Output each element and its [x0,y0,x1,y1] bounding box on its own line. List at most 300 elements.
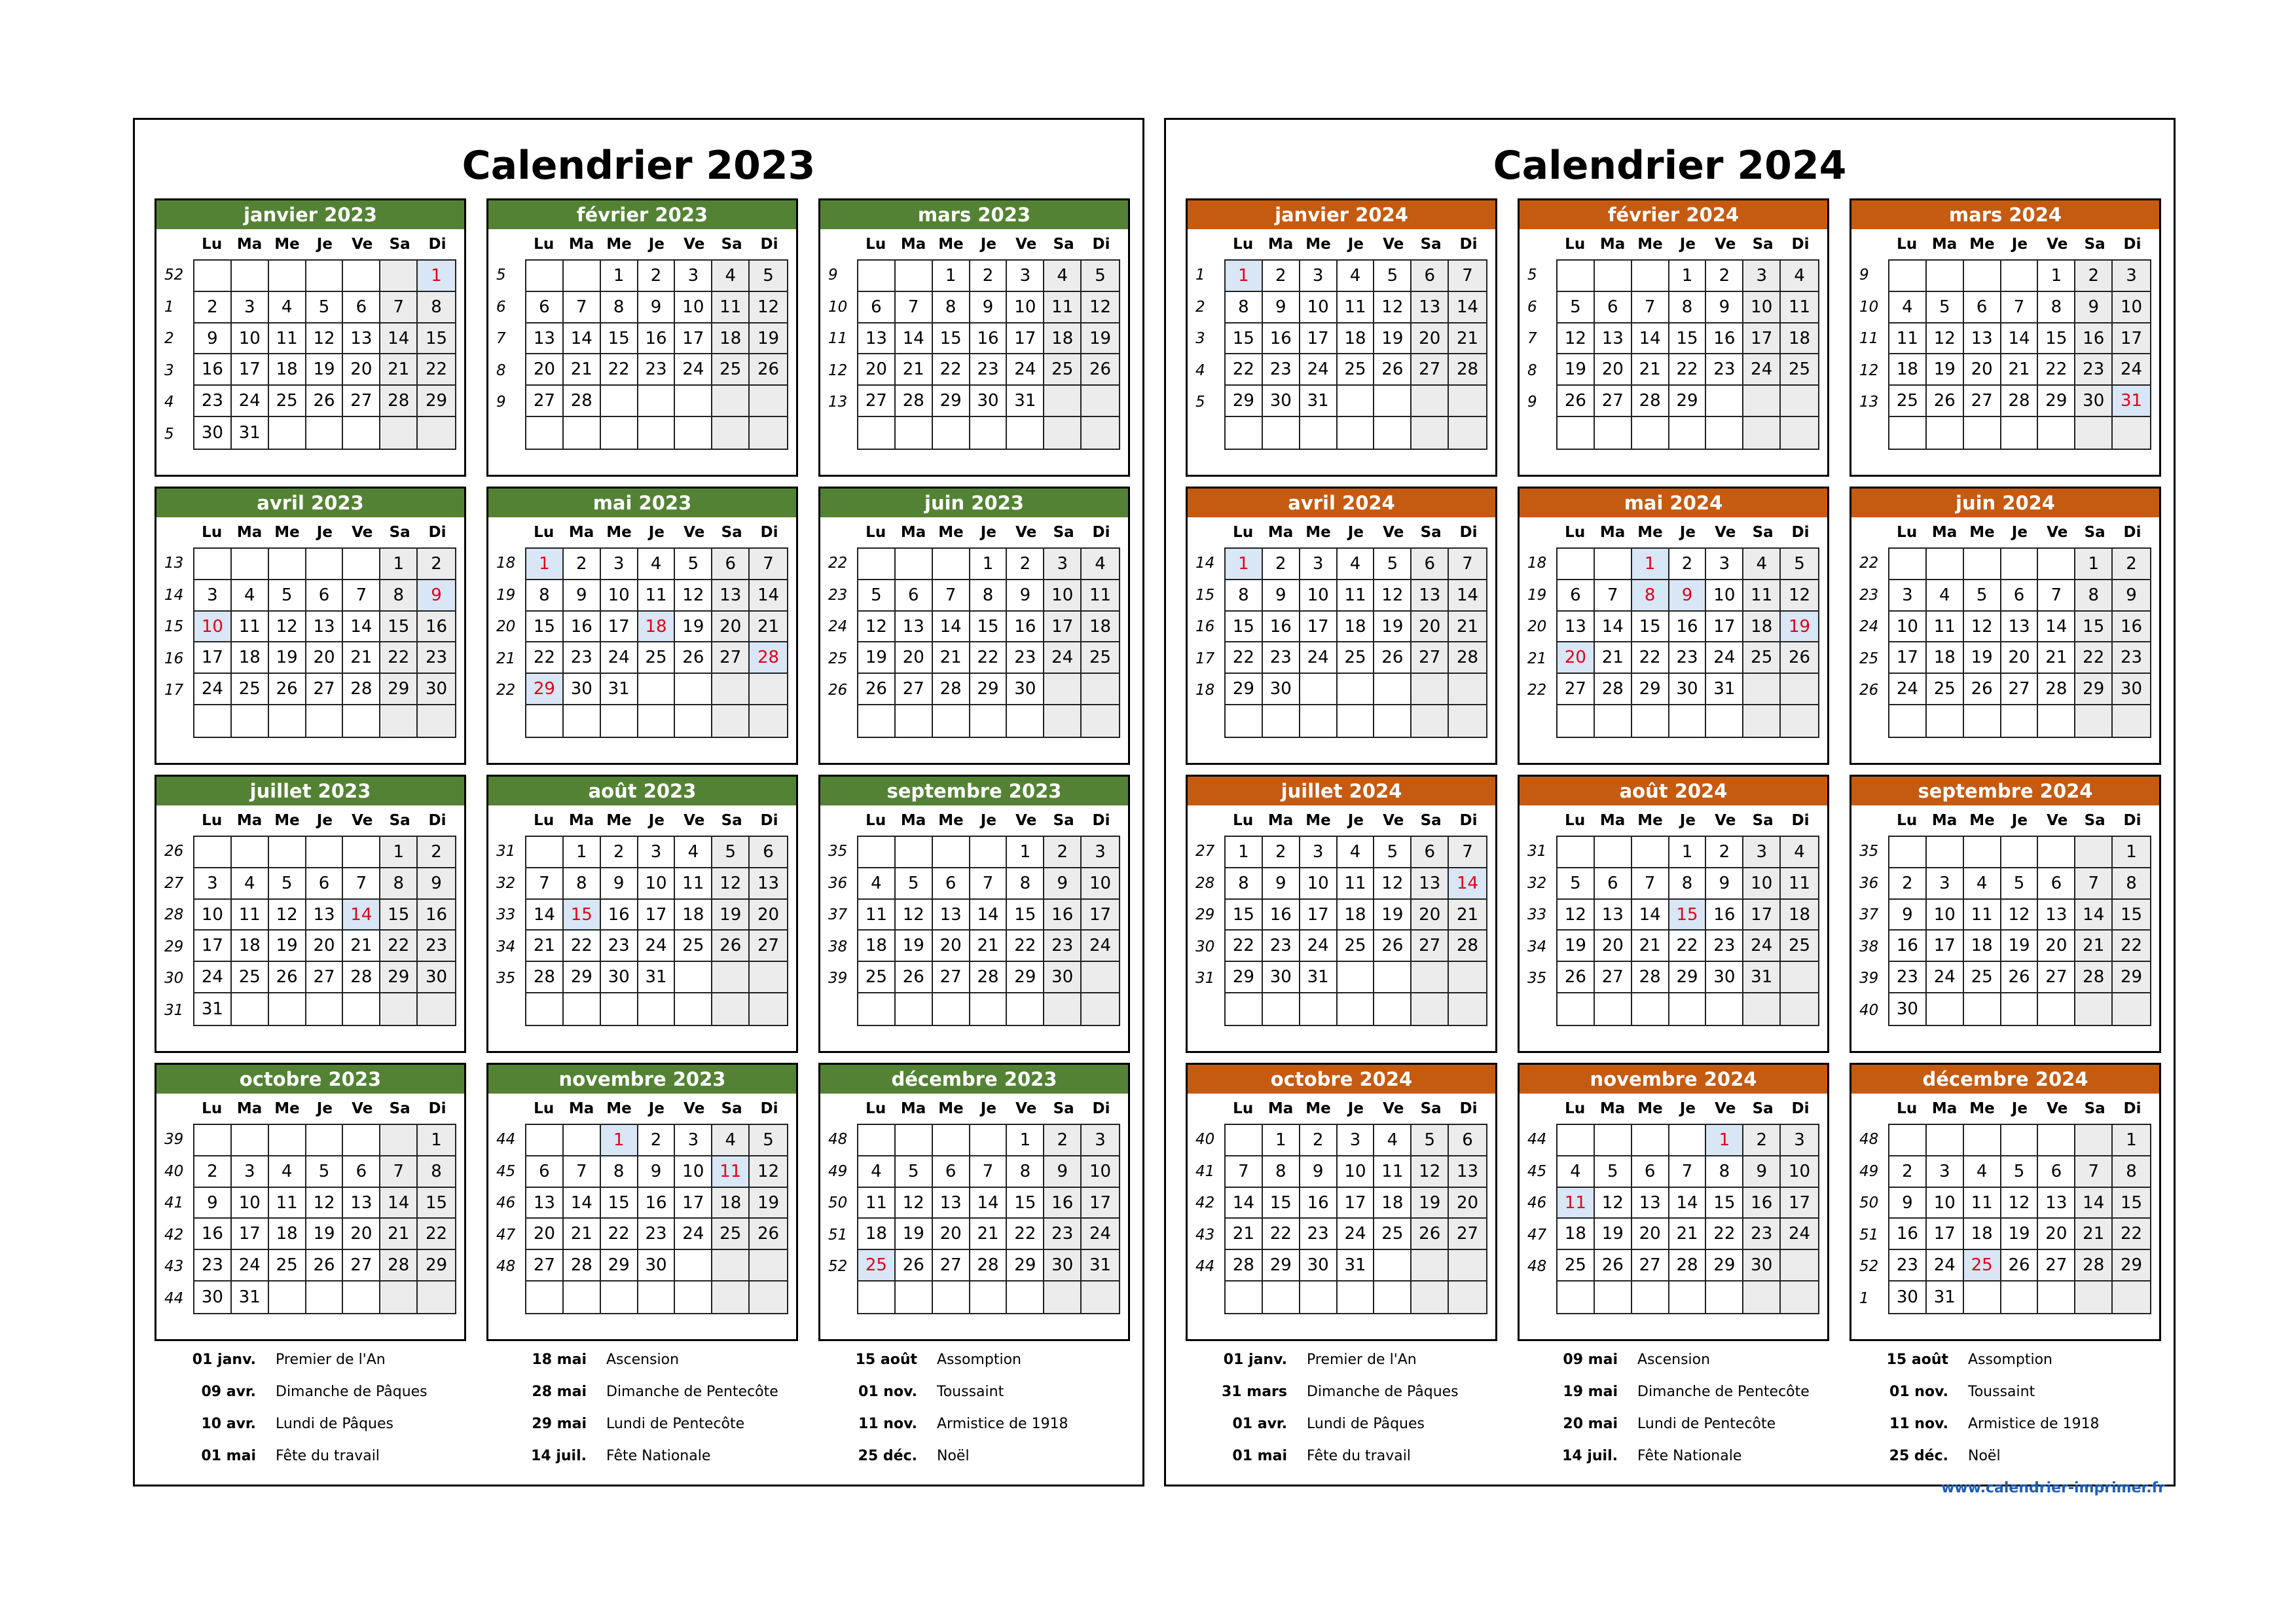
empty-cell [1374,417,1412,449]
weekday-label: Me [938,524,964,541]
day-cell: 10 [232,1188,269,1219]
day-cell: 2 [1889,868,1927,900]
day-cell: 27 [1558,674,1595,705]
day-cell: 27 [2038,962,2075,993]
day-cell: 23 [1263,642,1300,674]
empty-cell [1964,1282,2001,1313]
day-cell: 30 [1889,993,1927,1025]
month-block [155,198,466,477]
empty-cell [1743,417,1781,449]
day-cell: 29 [1007,962,1044,993]
holiday-item [161,1441,492,1472]
day-cell: 23 [2113,642,2150,674]
week-number: 9 [1859,267,1869,284]
empty-cell [1927,261,1964,292]
day-cell: 23 [970,354,1008,386]
day-cell: 17 [1044,612,1082,643]
day-cell: 7 [970,1156,1008,1188]
day-cell: 27 [933,962,970,993]
day-cell: 6 [2001,580,2039,612]
day-cell: 15 [1706,1188,1743,1219]
day-cell: 17 [1300,900,1338,931]
weekday-label: Ma [900,524,926,541]
week-number: 19 [496,586,516,604]
day-grid [857,547,1120,738]
holiday-date: 01 mai [1232,1448,1287,1464]
weekday-label: Di [2123,812,2141,829]
holiday-name: Lundi de Pentecôte [1637,1416,1776,1432]
day-cell: 26 [1595,1250,1632,1282]
day-cell: 13 [2038,1188,2075,1219]
day-cell: 21 [2075,931,2113,962]
day-cell: 25 [675,931,712,962]
week-number: 46 [1527,1194,1547,1211]
day-cell: 31 [1300,386,1338,417]
day-cell: 30 [2075,386,2113,417]
weekday-label: Lu [1897,524,1918,541]
weekday-header-row [1556,1098,1819,1120]
empty-cell [1558,1125,1595,1156]
day-cell: 7 [343,580,380,612]
holiday-date: 14 juil. [531,1448,587,1464]
day-cell: 13 [343,323,380,355]
day-cell: 27 [2038,1250,2075,1282]
day-cell: 22 [1263,1219,1300,1250]
empty-cell [1595,417,1632,449]
day-cell: 6 [1632,1156,1669,1188]
day-cell: 4 [638,549,676,580]
week-number: 5 [1195,394,1205,411]
week-number: 5 [164,425,174,443]
day-cell: 27 [858,386,896,417]
day-cell: 22 [2075,642,2113,674]
day-cell: 13 [896,612,933,643]
day-cell: 19 [750,1188,787,1219]
day-cell: 21 [750,612,787,643]
month-header: mai 2023 [488,489,796,517]
day-cell: 23 [1889,1250,1927,1282]
empty-cell [750,993,787,1025]
day-cell: 30 [1007,674,1044,705]
empty-cell [2113,417,2150,449]
weekday-header-row [525,233,788,255]
holiday-date: 11 nov. [858,1416,917,1432]
day-cell: 4 [712,1125,750,1156]
day-cell: 11 [1927,612,1964,643]
day-cell: 4 [1781,837,1818,868]
week-number: 30 [164,970,184,987]
empty-cell [1595,993,1632,1025]
day-cell: 1 [380,549,418,580]
weekday-label: Me [1305,524,1331,541]
week-number [823,1283,858,1315]
day-cell: 5 [1374,837,1412,868]
day-cell: 28 [1595,674,1632,705]
month-block [155,1063,466,1341]
day-cell: 27 [526,386,564,417]
day-cell: 6 [306,580,344,612]
empty-cell [1781,705,1818,737]
weekday-label: Ma [900,236,926,253]
year-panel-1 [133,118,1144,1486]
day-cell: 10 [194,612,232,643]
day-cell: 29 [564,962,601,993]
empty-cell [970,837,1008,868]
weekday-label: Di [1459,236,1478,253]
empty-cell [1964,1125,2001,1156]
empty-cell [194,1125,232,1156]
day-cell: 16 [1706,323,1743,355]
empty-cell [896,261,933,292]
day-cell: 24 [601,642,638,674]
day-cell: 29 [2038,386,2075,417]
weekday-label: Je [1679,1100,1696,1117]
day-cell: 6 [2038,1156,2075,1188]
day-cell: 24 [1082,1219,1119,1250]
day-cell: 11 [232,612,269,643]
day-cell: 11 [712,1156,750,1188]
week-number: 29 [164,938,184,955]
day-cell: 15 [2038,323,2075,355]
week-number: 5 [496,267,506,284]
day-cell: 26 [269,962,306,993]
week-number: 31 [496,843,516,860]
day-cell: 27 [712,642,750,674]
day-cell: 3 [1300,837,1338,868]
day-cell: 1 [601,1125,638,1156]
day-cell: 21 [343,931,380,962]
day-cell: 8 [564,868,601,900]
day-cell: 1 [1007,837,1044,868]
weekday-label: Sa [1752,524,1774,541]
day-cell: 3 [194,868,232,900]
empty-cell [2075,417,2113,449]
day-cell: 26 [306,386,344,417]
empty-cell [1964,417,2001,449]
holiday-name: Lundi de Pâques [276,1416,393,1432]
day-cell: 11 [1964,1188,2001,1219]
day-cell: 23 [418,931,455,962]
weekday-label: Lu [202,236,223,253]
empty-cell [2001,1125,2039,1156]
day-cell: 3 [1927,1156,1964,1188]
empty-cell [306,261,344,292]
week-number [1190,707,1226,739]
day-cell: 24 [194,674,232,705]
weekday-label: Lu [534,236,555,253]
empty-cell [1374,1282,1412,1313]
weekday-label: Lu [202,812,223,829]
day-cell: 20 [2038,1219,2075,1250]
day-cell: 13 [1595,900,1632,931]
week-number: 49 [828,1162,848,1180]
day-cell: 10 [2113,292,2150,323]
day-cell: 7 [1632,292,1669,323]
day-cell: 11 [1781,292,1818,323]
empty-cell [1374,1250,1412,1282]
week-number: 6 [1527,298,1537,316]
weekday-label: Ma [1267,236,1294,253]
empty-cell [1964,993,2001,1025]
weekday-label: Me [1305,1100,1331,1117]
day-cell: 19 [306,1219,344,1250]
day-cell: 12 [269,900,306,931]
day-cell: 25 [1082,642,1119,674]
day-cell: 3 [232,1156,269,1188]
day-cell: 6 [2038,868,2075,900]
day-cell: 1 [1263,1125,1300,1156]
day-cell: 27 [1964,386,2001,417]
empty-cell [1781,962,1818,993]
weekday-label: Me [274,236,300,253]
day-cell: 10 [638,868,676,900]
day-cell: 14 [564,1188,601,1219]
weekday-label: Lu [1897,236,1918,253]
day-cell: 14 [343,612,380,643]
week-number: 26 [164,843,184,860]
weekday-header-row [1224,521,1487,544]
day-cell: 1 [526,549,564,580]
holiday-name: Fête Nationale [1637,1448,1742,1464]
day-cell: 31 [1706,674,1743,705]
day-cell: 28 [1449,931,1486,962]
month-header: février 2024 [1520,200,1827,229]
weekday-label: Je [2011,236,2028,253]
empty-cell [269,417,306,449]
week-number: 28 [1195,874,1215,892]
day-cell: 10 [1044,580,1082,612]
day-cell: 22 [1226,931,1263,962]
empty-cell [564,261,601,292]
day-cell: 9 [418,868,455,900]
day-cell: 16 [1044,1188,1082,1219]
day-cell: 9 [638,292,676,323]
day-cell: 10 [1300,580,1338,612]
weekday-label: Je [648,1100,665,1117]
day-cell: 29 [418,386,455,417]
weekday-label: Lu [1565,524,1586,541]
day-cell: 11 [675,868,712,900]
empty-cell [564,705,601,737]
weekday-label: Ma [1931,524,1958,541]
empty-cell [750,705,787,737]
weekday-label: Di [1791,812,1810,829]
empty-cell [1781,1282,1818,1313]
empty-cell [1082,1282,1119,1313]
day-cell: 16 [2075,323,2113,355]
day-cell: 9 [1263,292,1300,323]
day-cell: 17 [1300,323,1338,355]
day-cell: 2 [638,261,676,292]
day-cell: 13 [1964,323,2001,355]
weekday-label: Sa [1053,524,1074,541]
day-cell: 17 [232,1219,269,1250]
weekday-label: Me [274,1100,300,1117]
week-number: 19 [1527,586,1547,604]
day-cell: 16 [564,612,601,643]
holiday-name: Fête Nationale [606,1448,711,1464]
week-number: 20 [1527,618,1547,635]
day-cell: 20 [306,642,344,674]
empty-cell [1595,1125,1632,1156]
weekday-label: Je [980,524,996,541]
weekday-label: Ve [1383,236,1404,253]
day-cell: 22 [601,354,638,386]
day-cell: 2 [1743,1125,1781,1156]
empty-cell [1632,705,1669,737]
weekday-label: Ve [1383,812,1404,829]
day-cell: 5 [1374,549,1412,580]
day-cell: 17 [601,612,638,643]
day-cell: 20 [750,900,787,931]
weekday-label: Je [2011,524,2028,541]
empty-cell [970,1282,1008,1313]
day-cell: 25 [1338,354,1375,386]
empty-cell [564,417,601,449]
week-number: 1 [164,298,174,316]
week-number: 23 [828,586,848,604]
day-cell: 2 [1669,549,1707,580]
weekday-label: Sa [1053,236,1074,253]
day-cell: 23 [1263,931,1300,962]
empty-cell [601,993,638,1025]
weekday-label: Di [428,812,446,829]
day-cell: 28 [970,962,1008,993]
holiday-name: Ascension [606,1352,680,1368]
weekday-label: Lu [1897,1100,1918,1117]
day-cell: 22 [1007,1219,1044,1250]
week-number: 52 [1859,1258,1879,1275]
week-number: 50 [828,1194,848,1211]
day-cell: 28 [2038,674,2075,705]
empty-cell [1082,962,1119,993]
day-cell: 14 [970,1188,1008,1219]
empty-cell [1781,386,1818,417]
day-cell: 7 [896,292,933,323]
day-cell: 24 [1743,931,1781,962]
day-cell: 13 [1632,1188,1669,1219]
empty-cell [2113,993,2150,1025]
day-cell: 28 [564,386,601,417]
day-cell: 16 [1044,900,1082,931]
empty-cell [712,1282,750,1313]
day-cell: 21 [1449,612,1486,643]
day-grid [857,259,1120,450]
month-header: novembre 2023 [488,1065,796,1094]
weekday-label: Sa [1752,236,1774,253]
week-number: 28 [164,906,184,923]
empty-cell [1226,705,1263,737]
empty-cell [1412,1282,1449,1313]
empty-cell [1449,962,1486,993]
empty-cell [933,549,970,580]
empty-cell [1412,674,1449,705]
day-cell: 25 [1374,1219,1412,1250]
day-cell: 26 [2001,1250,2039,1282]
day-grid [1888,259,2151,450]
weekday-label: Ma [236,1100,263,1117]
empty-cell [194,261,232,292]
day-cell: 2 [1300,1125,1338,1156]
day-cell: 18 [675,900,712,931]
empty-cell [712,962,750,993]
day-cell: 23 [1007,642,1044,674]
empty-cell [933,705,970,737]
weekday-label: Ve [352,812,373,829]
website-link[interactable]: www.calendrier-imprimer.fr [1941,1480,2165,1496]
day-cell: 11 [1374,1156,1412,1188]
weekday-header-row [857,809,1120,832]
empty-cell [2113,1282,2150,1313]
holiday-date: 01 avr. [1232,1416,1287,1432]
day-cell: 16 [1263,612,1300,643]
empty-cell [1007,417,1044,449]
month-header: octobre 2024 [1188,1065,1495,1094]
day-cell: 19 [2001,1219,2039,1250]
day-cell: 14 [2001,323,2039,355]
day-cell: 21 [1226,1219,1263,1250]
weekday-header-row [1556,809,1819,832]
day-cell: 9 [564,580,601,612]
empty-cell [380,1125,418,1156]
day-cell: 11 [858,1188,896,1219]
week-number: 52 [828,1258,848,1275]
day-cell: 7 [1449,549,1486,580]
day-cell: 29 [1007,1250,1044,1282]
day-cell: 31 [1743,962,1781,993]
empty-cell [1558,837,1595,868]
day-grid [1556,547,1819,738]
day-cell: 21 [2001,354,2039,386]
weekday-header-row [1224,1098,1487,1120]
day-cell: 19 [269,642,306,674]
day-cell: 27 [1412,642,1449,674]
empty-cell [675,417,712,449]
day-cell: 15 [1632,612,1669,643]
empty-cell [933,1282,970,1313]
empty-cell [1743,993,1781,1025]
weekday-label: Ma [568,812,594,829]
day-cell: 16 [194,354,232,386]
weekday-label: Me [1969,1100,1995,1117]
day-cell: 10 [675,1156,712,1188]
day-cell: 21 [564,354,601,386]
month-block [1186,775,1497,1053]
empty-cell [1706,1282,1743,1313]
holiday-item [1853,1344,2184,1376]
weekday-label: Sa [1053,812,1074,829]
empty-cell [638,674,676,705]
week-number: 52 [164,267,184,284]
day-cell: 5 [750,261,787,292]
weekday-label: Ma [1931,236,1958,253]
empty-cell [896,837,933,868]
empty-cell [1449,417,1486,449]
empty-cell [712,705,750,737]
day-cell: 6 [1412,837,1449,868]
day-cell: 17 [675,1188,712,1219]
empty-cell [1964,837,2001,868]
day-cell: 18 [1338,323,1375,355]
weekday-label: Di [2123,236,2141,253]
day-cell: 12 [675,580,712,612]
day-cell: 20 [343,354,380,386]
day-cell: 10 [1007,292,1044,323]
day-cell: 21 [1632,354,1669,386]
day-cell: 15 [526,612,564,643]
holiday-date: 25 déc. [1889,1448,1948,1464]
day-cell: 8 [1669,868,1707,900]
